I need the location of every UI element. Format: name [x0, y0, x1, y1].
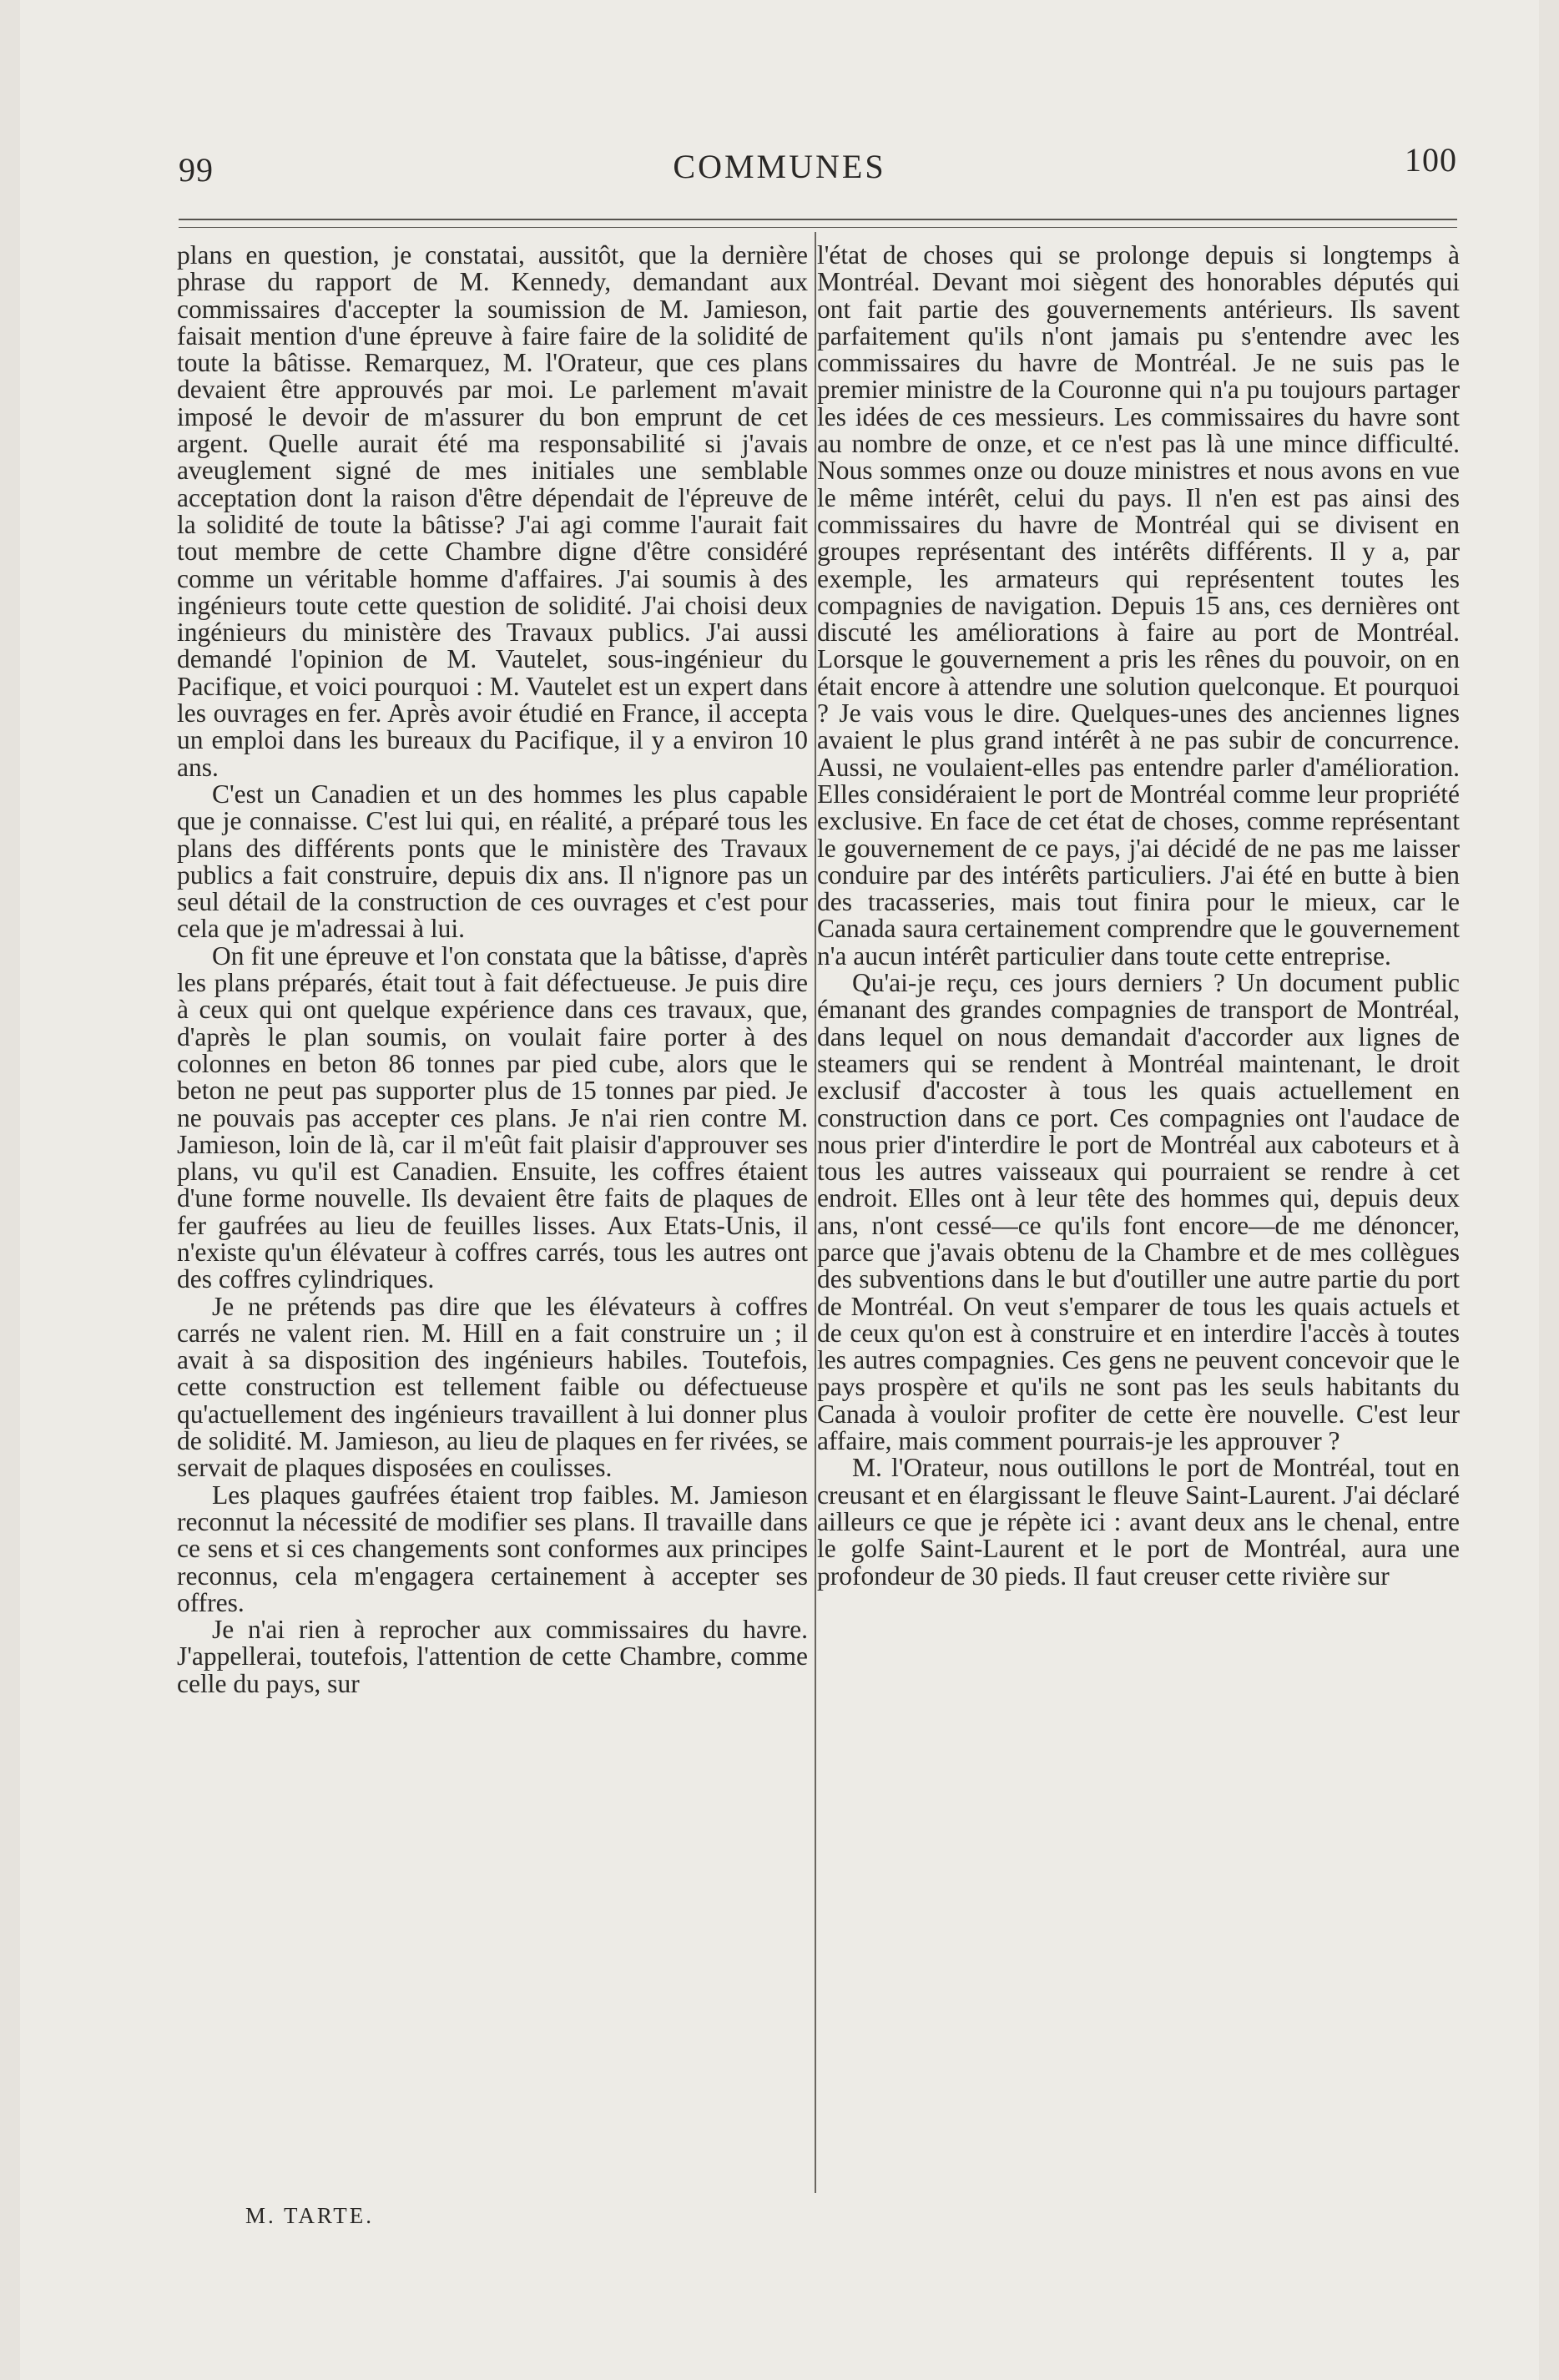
column-divider [815, 232, 816, 2193]
header-rule-thick [179, 219, 1457, 220]
paragraph: Les plaques gaufrées étaient trop faibles. M. Jamieson reconnut la nécessité de modifier ses plans. Il travaille dans ce sens et si ces changements sont conformes aux principes reconnus, cela m'engagera certainement à accepter ses offres. [177, 1480, 808, 1617]
running-title: COMMUNES [673, 148, 886, 185]
page [20, 0, 1539, 2380]
paragraph: M. l'Orateur, nous outillons le port de Montréal, tout en creusant et en élargissant le fleuve Saint-Laurent. J'ai déclaré ailleurs ce que je répète ici : avant deux ans le chenal, entre le golfe Saint-Laurent et le port de Montréal, aura une profondeur de 30 pieds. Il faut creuser cette rivière sur [817, 1453, 1460, 1591]
page-number-left: 99 [179, 151, 214, 189]
left-column [177, 242, 808, 1697]
paragraph: Je ne prétends pas dire que les élévateurs à coffres carrés ne valent rien. M. Hill en a fait construire un ; il avait à sa disposition des ingénieurs habiles. Toutefois, cette construction est tellement faible ou défectueuse qu'actuellement des ingénieurs travaillent à lui donner plus de solidité. M. Jamieson, au lieu de plaques en fer rivées, se servait de plaques disposées en coulisses. [177, 1291, 808, 1483]
paragraph: Qu'ai-je reçu, ces jours derniers ? Un document public émanant des grandes compagnies de transport de Montréal, dans lequel on nous demandait d'accorder aux lignes de steamers qui se rendent à Montréal maintenant, le droit exclusif d'accoster à tous les quais actuellement en construction dans ce port. Ces compagnies ont l'audace de nous prier d'interdire le port de Montréal aux caboteurs et à tous les autres vaisseaux qui pourraient se rendre à cet endroit. Elles ont à leur tête des hommes qui, depuis deux ans, n'ont cessé—ce qu'ils font encore—de me dénoncer, parce que j'avais obtenu de la Chambre et de mes collègues des subventions dans le but d'outiller une autre partie du port de Montréal. On veut s'emparer de tous les quais actuels et de ceux qu'on est à construire et en interdire l'accès à toutes les autres compagnies. Ces gens ne peuvent concevoir que le pays prospère et qu'ils ne sont pas les seuls habitants du Canada à vouloir profiter de cette ère nouvelle. C'est leur affaire, mais comment pourrais-je les approuver ? [817, 968, 1460, 1456]
paragraph: C'est un Canadien et un des hommes les plus capable que je connaisse. C'est lui qui, en réalité, a préparé tous les plans des différents ponts que le ministère des Travaux publics a fait construire, depuis dix ans. Il n'ignore pas un seul détail de la construction de ces ouvrages et c'est pour cela que je m'adressai à lui. [177, 779, 808, 944]
paragraph: plans en question, je constatai, aussitôt, que la dernière phrase du rapport de M. Kennedy, demandant aux commissaires d'accepter la soumission de M. Jamieson, faisait mention d'une épreuve à faire faire de la solidité de toute la bâtisse. Remarquez, M. l'Orateur, que ces plans devaient être approuvés par moi. Le parlement m'avait imposé le devoir de m'assurer du bon emprunt de cet argent. Quelle aurait été ma responsabilité si j'avais aveuglement signé de mes initiales une semblable acceptation dont la raison d'être dépendait de l'épreuve de la solidité de toute la bâtisse? J'ai agi comme l'aurait fait tout membre de cette Chambre digne d'être considéré comme un véritable homme d'affaires. J'ai soumis à des ingénieurs toute cette question de solidité. J'ai choisi deux ingénieurs du ministère des Travaux publics. J'ai aussi demandé l'opinion de M. Vautelet, sous-ingénieur du Pacifique, et voici pourquoi : M. Vautelet est un expert dans les ouvrages en fer. Après avoir étudié en France, il accepta un emploi dans les bureaux du Pacifique, il y a environ 10 ans. [177, 240, 808, 782]
page-number-right: 100 [1405, 141, 1457, 179]
speaker-footer: M. TARTE. [245, 2203, 374, 2228]
header-rule-thin [179, 227, 1457, 228]
paragraph: l'état de choses qui se prolonge depuis si longtemps à Montréal. Devant moi siègent des honorables députés qui ont fait partie des gouvernements antérieurs. Ils savent parfaitement qu'ils n'ont jamais pu s'entendre avec les commissaires du havre de Montréal. Je ne suis pas le premier ministre de la Couronne qui n'a pu toujours partager les idées de ces messieurs. Les commissaires du havre sont au nombre de onze, et ce n'est pas là une mince difficulté. Nous sommes onze ou douze ministres et nous avons en vue le même intérêt, celui du pays. Il n'en est pas ainsi des commissaires du havre de Montréal qui se divisent en groupes représentant des intérêts différents. Il y a, par exemple, les armateurs qui représentent toutes les compagnies de navigation. Depuis 15 ans, ces dernières ont discuté les améliorations à faire au port de Montréal. Lorsque le gouvernement a pris les rênes du pouvoir, on en était encore à attendre une solution quelconque. Et pourquoi ? Je vais vous le dire. Quelques-unes des anciennes lignes avaient le plus grand intérêt à ne pas subir de concurrence. Aussi, ne voulaient-elles pas entendre parler d'amélioration. Elles considéraient le port de Montréal comme leur propriété exclusive. En face de cet état de choses, comme représentant le gouvernement de ce pays, j'ai décidé de ne pas me laisser conduire par des intérêts particuliers. J'ai été en butte à bien des tracasseries, mais tout finira pour le mieux, car le Canada saura certainement comprendre que le gouvernement n'a aucun intérêt particulier dans toute cette entreprise. [817, 240, 1460, 971]
paragraph: Je n'ai rien à reprocher aux commissaires du havre. J'appellerai, toutefois, l'attention de cette Chambre, comme celle du pays, sur [177, 1615, 808, 1698]
paragraph: On fit une épreuve et l'on constata que la bâtisse, d'après les plans préparés, était tout à fait défectueuse. Je puis dire à ceux qui ont quelque expérience dans ces travaux, que, d'après le plan soumis, on voulait faire porter à des colonnes en beton 86 tonnes par pied cube, alors que le beton ne peut pas supporter plus de 15 tonnes par pied. Je ne pouvais pas accepter ces plans. Je n'ai rien contre M. Jamieson, loin de là, car il m'eût fait plaisir d'approuver ses plans, vu qu'il est Canadien. Ensuite, les coffres étaient d'une forme nouvelle. Ils devaient être faits de plaques de fer gaufrées au lieu de feuilles lisses. Aux Etats-Unis, il n'existe qu'un élévateur à coffres carrés, tous les autres ont des coffres cylindriques. [177, 940, 808, 1294]
right-column [817, 242, 1460, 1590]
